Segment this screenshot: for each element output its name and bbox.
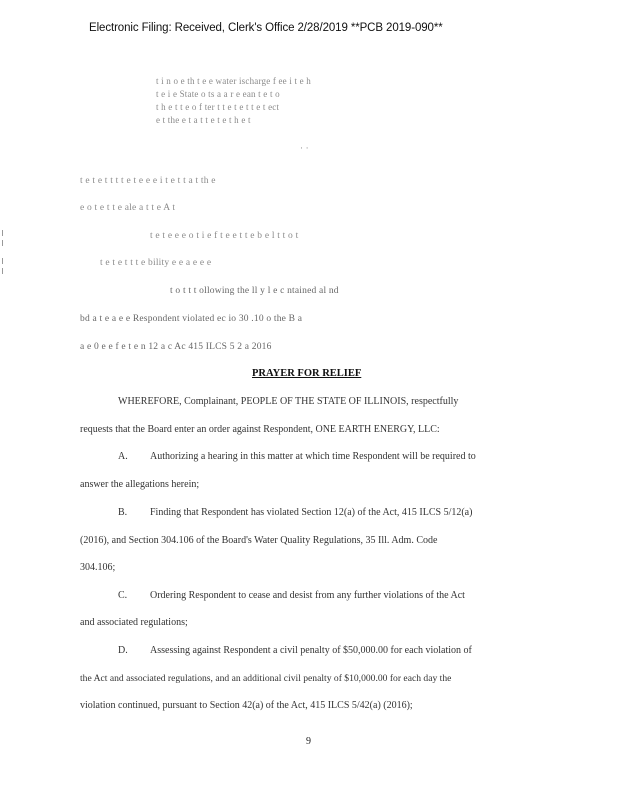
prayer-intro-line: requests that the Board enter an order against Respondent, ONE EARTH ENERGY, LLC: bbox=[80, 424, 440, 435]
scan-artifact bbox=[2, 230, 3, 236]
quote-line: t i n o e th t e e water ischarge f ee i t e h bbox=[156, 76, 311, 86]
scan-artifact bbox=[2, 240, 3, 246]
faint-para-line: e o t e t t e ale a t t e A t bbox=[80, 203, 176, 213]
item-line: answer the allegations herein; bbox=[80, 479, 200, 490]
faint-para-line: t e t e t t t e bility e e a e e e bbox=[100, 258, 212, 268]
violation-para-line: t o t t t ollowing the ll y l e c ntained al nd bbox=[170, 286, 339, 296]
quote-line: e t the e t a t t e t e t h e t bbox=[156, 115, 251, 125]
violation-para-line: bd a t e a e e Respondent violated ec io 30 .10 o the B a bbox=[80, 314, 303, 324]
prayer-for-relief-heading: PRAYER FOR RELIEF bbox=[252, 368, 362, 379]
item-line: Assessing against Respondent a civil penalty of $50,000.00 for each violation of bbox=[150, 645, 472, 656]
item-line: and associated regulations; bbox=[80, 617, 188, 628]
page-number: 9 bbox=[306, 736, 311, 747]
item-letter: B. bbox=[118, 507, 128, 518]
quote-line: t e i e State o ts a a r e ean t e t o bbox=[156, 89, 280, 99]
item-line: the Act and associated regulations, and an additional civil penalty of $10,000.00 for each day the bbox=[80, 673, 452, 684]
item-letter: A. bbox=[118, 451, 128, 462]
prayer-intro-line: WHEREFORE, Complainant, PEOPLE OF THE STATE OF ILLINOIS, respectfully bbox=[118, 396, 459, 407]
scan-artifact bbox=[2, 268, 3, 274]
item-line: Authorizing a hearing in this matter at which time Respondent will be required to bbox=[150, 451, 476, 462]
faint-para-line: t e t e t t t t e t e e e i t e t t a t th e bbox=[80, 176, 216, 186]
faint-para-line: t e t e e e o t i e f t e e t t e b e l t t o t bbox=[150, 231, 299, 241]
section-marker: · · bbox=[300, 143, 309, 153]
item-line: (2016), and Section 304.106 of the Board's Water Quality Regulations, 35 Ill. Adm. Code bbox=[80, 535, 438, 546]
item-line: Finding that Respondent has violated Section 12(a) of the Act, 415 ILCS 5/12(a) bbox=[150, 507, 473, 518]
violation-para-line: a e 0 e e f e t e n 12 a c Ac 415 ILCS 5 2 a 2016 bbox=[80, 342, 272, 352]
item-line: Ordering Respondent to cease and desist from any further violations of the Act bbox=[150, 590, 465, 601]
item-letter: C. bbox=[118, 590, 128, 601]
item-line: violation continued, pursuant to Section 42(a) of the Act, 415 ILCS 5/42(a) (2016); bbox=[80, 700, 413, 711]
quote-line: t h e t t e o f ter t t e t e t t e t ect bbox=[156, 102, 280, 112]
scan-artifact bbox=[2, 258, 3, 264]
item-line: 304.106; bbox=[80, 562, 116, 573]
filing-stamp: Electronic Filing: Received, Clerk's Office 2/28/2019 **PCB 2019-090** bbox=[89, 22, 443, 34]
item-letter: D. bbox=[118, 645, 128, 656]
